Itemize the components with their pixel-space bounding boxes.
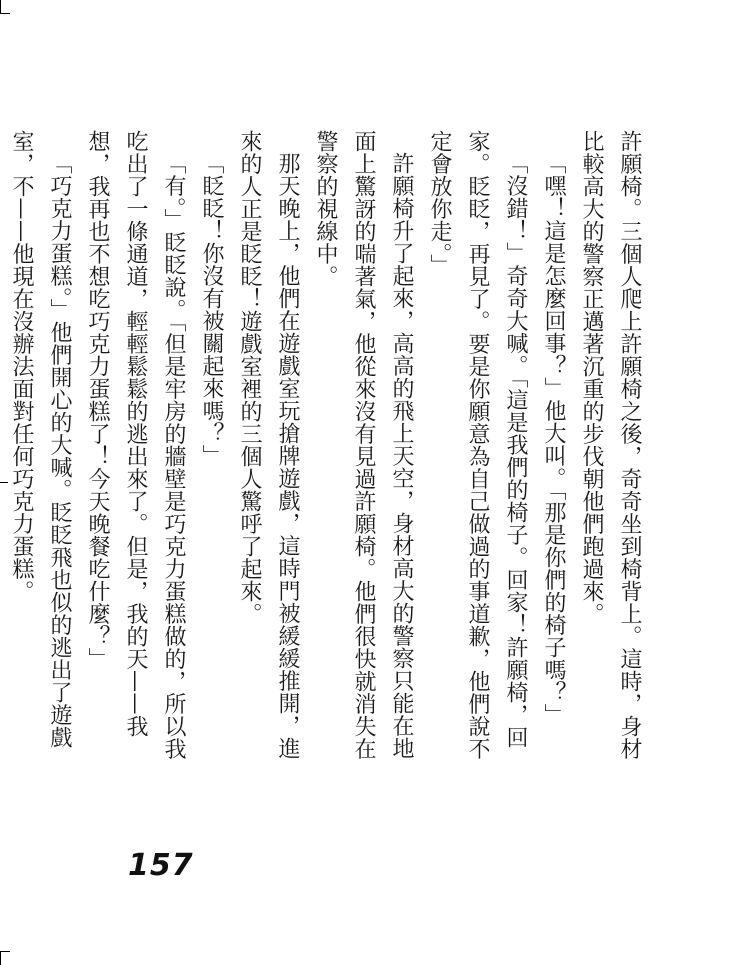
vertical-text-body	[2, 130, 648, 770]
crop-mark-bottom-left	[0, 951, 1, 965]
paragraph-4: 許願椅升了起來，高高的飛上天空，身材高大的警察只能在地面上驚訝的喘著氣，他從來沒有見過許願椅。他們很快就消失在警察的視線中。	[313, 130, 414, 760]
paragraph-2: 「嘿！這是怎麼回事？」他大叫。「那是你們的椅子嗎？」	[541, 152, 566, 726]
crop-mark-bottom-left-h	[0, 951, 10, 952]
paragraph-1: 許願椅。三個人爬上許願椅之後，奇奇坐到椅背上。這時，身材比較高大的警察正邁著沉重的步伐朝他們跑過來。	[579, 130, 642, 760]
paragraph-8: 「巧克力蛋糕。」他們開心的大喊。眨眨飛也似的逃出了遊戲室，不——他現在沒辦法面對任何巧克力蛋糕。	[9, 130, 72, 749]
crop-mark-top-left	[0, 0, 1, 14]
paragraph-6: 「眨眨！你沒有被關起來嗎？」	[199, 152, 224, 467]
paragraph-7: 「有。」眨眨說。「但是牢房的牆壁是巧克力蛋糕做的，所以我吃出了一條通道，輕輕鬆鬆的逃出來了。但是，我的天——我想，我再也不想吃巧克力蛋糕了！今天晚餐吃什麼？」	[85, 130, 186, 760]
paragraph-3: 「沒錯！」奇奇大喊。「這是我們的椅子。回家！許願椅，回家。眨眨，再見了。要是你願意為自己做過的事道歉，他們說不定會放你走。」	[427, 130, 528, 760]
crop-mark-top-left-h	[0, 13, 10, 14]
page-number: 157	[128, 848, 194, 883]
paragraph-5: 那天晚上，他們在遊戲室玩搶牌遊戲，這時門被緩緩推開，進來的人正是眨眨！遊戲室裡的三個人驚呼了起來。	[237, 130, 300, 760]
